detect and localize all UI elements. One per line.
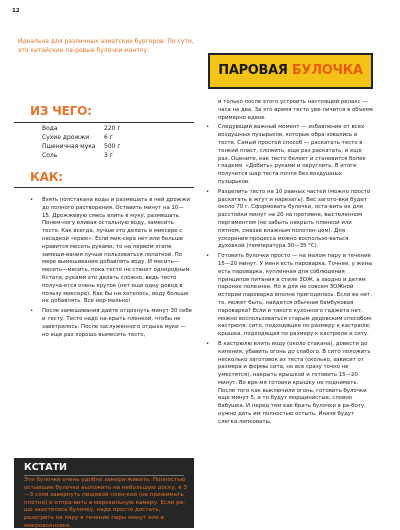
ingredients-heading: ИЗ ЧЕГО: [30,104,92,118]
ingredient-row: Вода 220 г [42,125,121,132]
title-part1: ПАРОВАЯ [218,63,288,78]
step-item: • Готовить булочки просто — на малом пару в течение 15—20 минут. У меня есть пароварка. Точнее, у жены есть пароварка, купленная для соблюдения принципов питания в стиле ЗОЖ, а заодно и детям пароное полезнее. Но я для не совсем ЗОЖной истории пароварка вполне пригодилась. Если ее нет, то, может быть, найдется обычная бамбуковая пароварка? Если и такого кухонного гаджета нет, можно воспользоваться старым дедовским способом: кастрюля; сито, подходящее по размеру к кастрюле; крышка, подходящая по размеру к кастрюле и ситу. [206,253,374,339]
tip-divider [24,475,184,476]
step-item: • Разделить тесто на 10 равных частей (можно просто раскатать в жгут и нарезать). Вес загото-вки будет около 70 г. Сформовать булочки, оста-вить их для расстойки минут на 20 на противне, выстеленном пергаментом (не забыть накрыть пленкой или пятном, смазав влажным полотен-цем). Для ускорения процесса можно воспользо-ваться духовкой (температура 30—35 °С). [206,189,374,251]
tip-sidebar [14,458,194,528]
recipe-title [208,53,373,89]
ingredients-list [42,124,192,160]
step-item: • После замешивания дайте отдохнуть минут 30 себе и тесту. Тесто надо на-крыть пленкой, чтобы не заветрилось. После заслуженного отдыха муки — но еще раз хорошо вымесить тесто, [30,308,192,339]
divider [14,122,194,123]
intro-text: Идеальна для различных азиатских бургеров. По сути, это китайские па-ровые булочки мантоу. [18,38,194,54]
method-heading: КАК: [30,170,63,184]
divider [14,187,194,188]
step-continuation: и только после этого устроить настоящий релакс — часа на два. За это время тесто уве-личится в объеме примерно вдвое. [218,99,374,121]
tip-text: Эти булочки очень удобно заморa-живать. Полностью остывшие булочки выложить на небольшую доску, в 3—3 слоя завернуть пищевой плен-кой (не прижимать плотно) и отпра-вить в морозильную камеру. Если ре-шо захотелось булочку, надо просто достать, разогреть на пару в течение пары минут или в микроволновке. [24,477,187,529]
ingredient-row: Пшеничная мука 500 г [42,143,121,150]
ingredient-row: Сухие дрожжи 6 г [42,134,113,141]
title-part2: БУЛОЧКА [291,63,363,78]
step-item: • Взять полстакана воды и размешать в ней дрожжи до полного растворения. Оставить минут на 10—15. Дрожжевую смесь влить в муку, размешать. Понем-ногу вливая остальную воду, замесить тесто. Как всегда, лучше это делать в миксере с насадкой «крюк». Если мик-сера нет или больше нравится месить руками, то на первом этапе замеши-вания лучше пользоваться лопаткой. По мере вымешивания добавлять воду. И месить—месить—месить, пока тесто не станет однородным. Кстати, руками это делать сложно, ведь тесто получа-ется очень крутое (нет еще одну довод в пользу миксера). Как бы ни хотелось, воду больше не добавлять. Все нор-мально! [30,197,192,306]
step-item: • В кастрюлю влить воду (около стакана), довести до кипения, убавить огонь до слабого. В сито положить несколько заготовок из теста (сколько, зависит от размера и формы сита, но все сразу точно не уместятся), накрыть крышкой и готовить 15—20 минут. Во вре-мя готовки крышку не поднимать. После того как выключили огонь, готовить булочки еще минут 5, а то будут морщинистые, словно бабушка. И перед тем как брать булочки в ра-боту, нужно дать им полностью остыть. Иначе будут слегка липковаты. [206,341,374,427]
steps-right [206,99,374,427]
step-item: • Следующий важный момент — избавление от всех воздушных пузырьков, которые обра-зовались в тесте. Самый простой способ — раскатать тесто в тонкий пласт, сложить, еще раз раскатать, и еще раз. Оцените, как тесто белеет и становится более гладким. «Добить» руками и округлить. В итоге получится шар теста почти без воздушных пузырьков. [206,124,374,186]
steps-left [30,197,192,339]
page-number: 12 [12,8,20,14]
ingredient-row: Соль 3 г [42,152,113,159]
tip-title: КСТАТИ [24,462,68,473]
